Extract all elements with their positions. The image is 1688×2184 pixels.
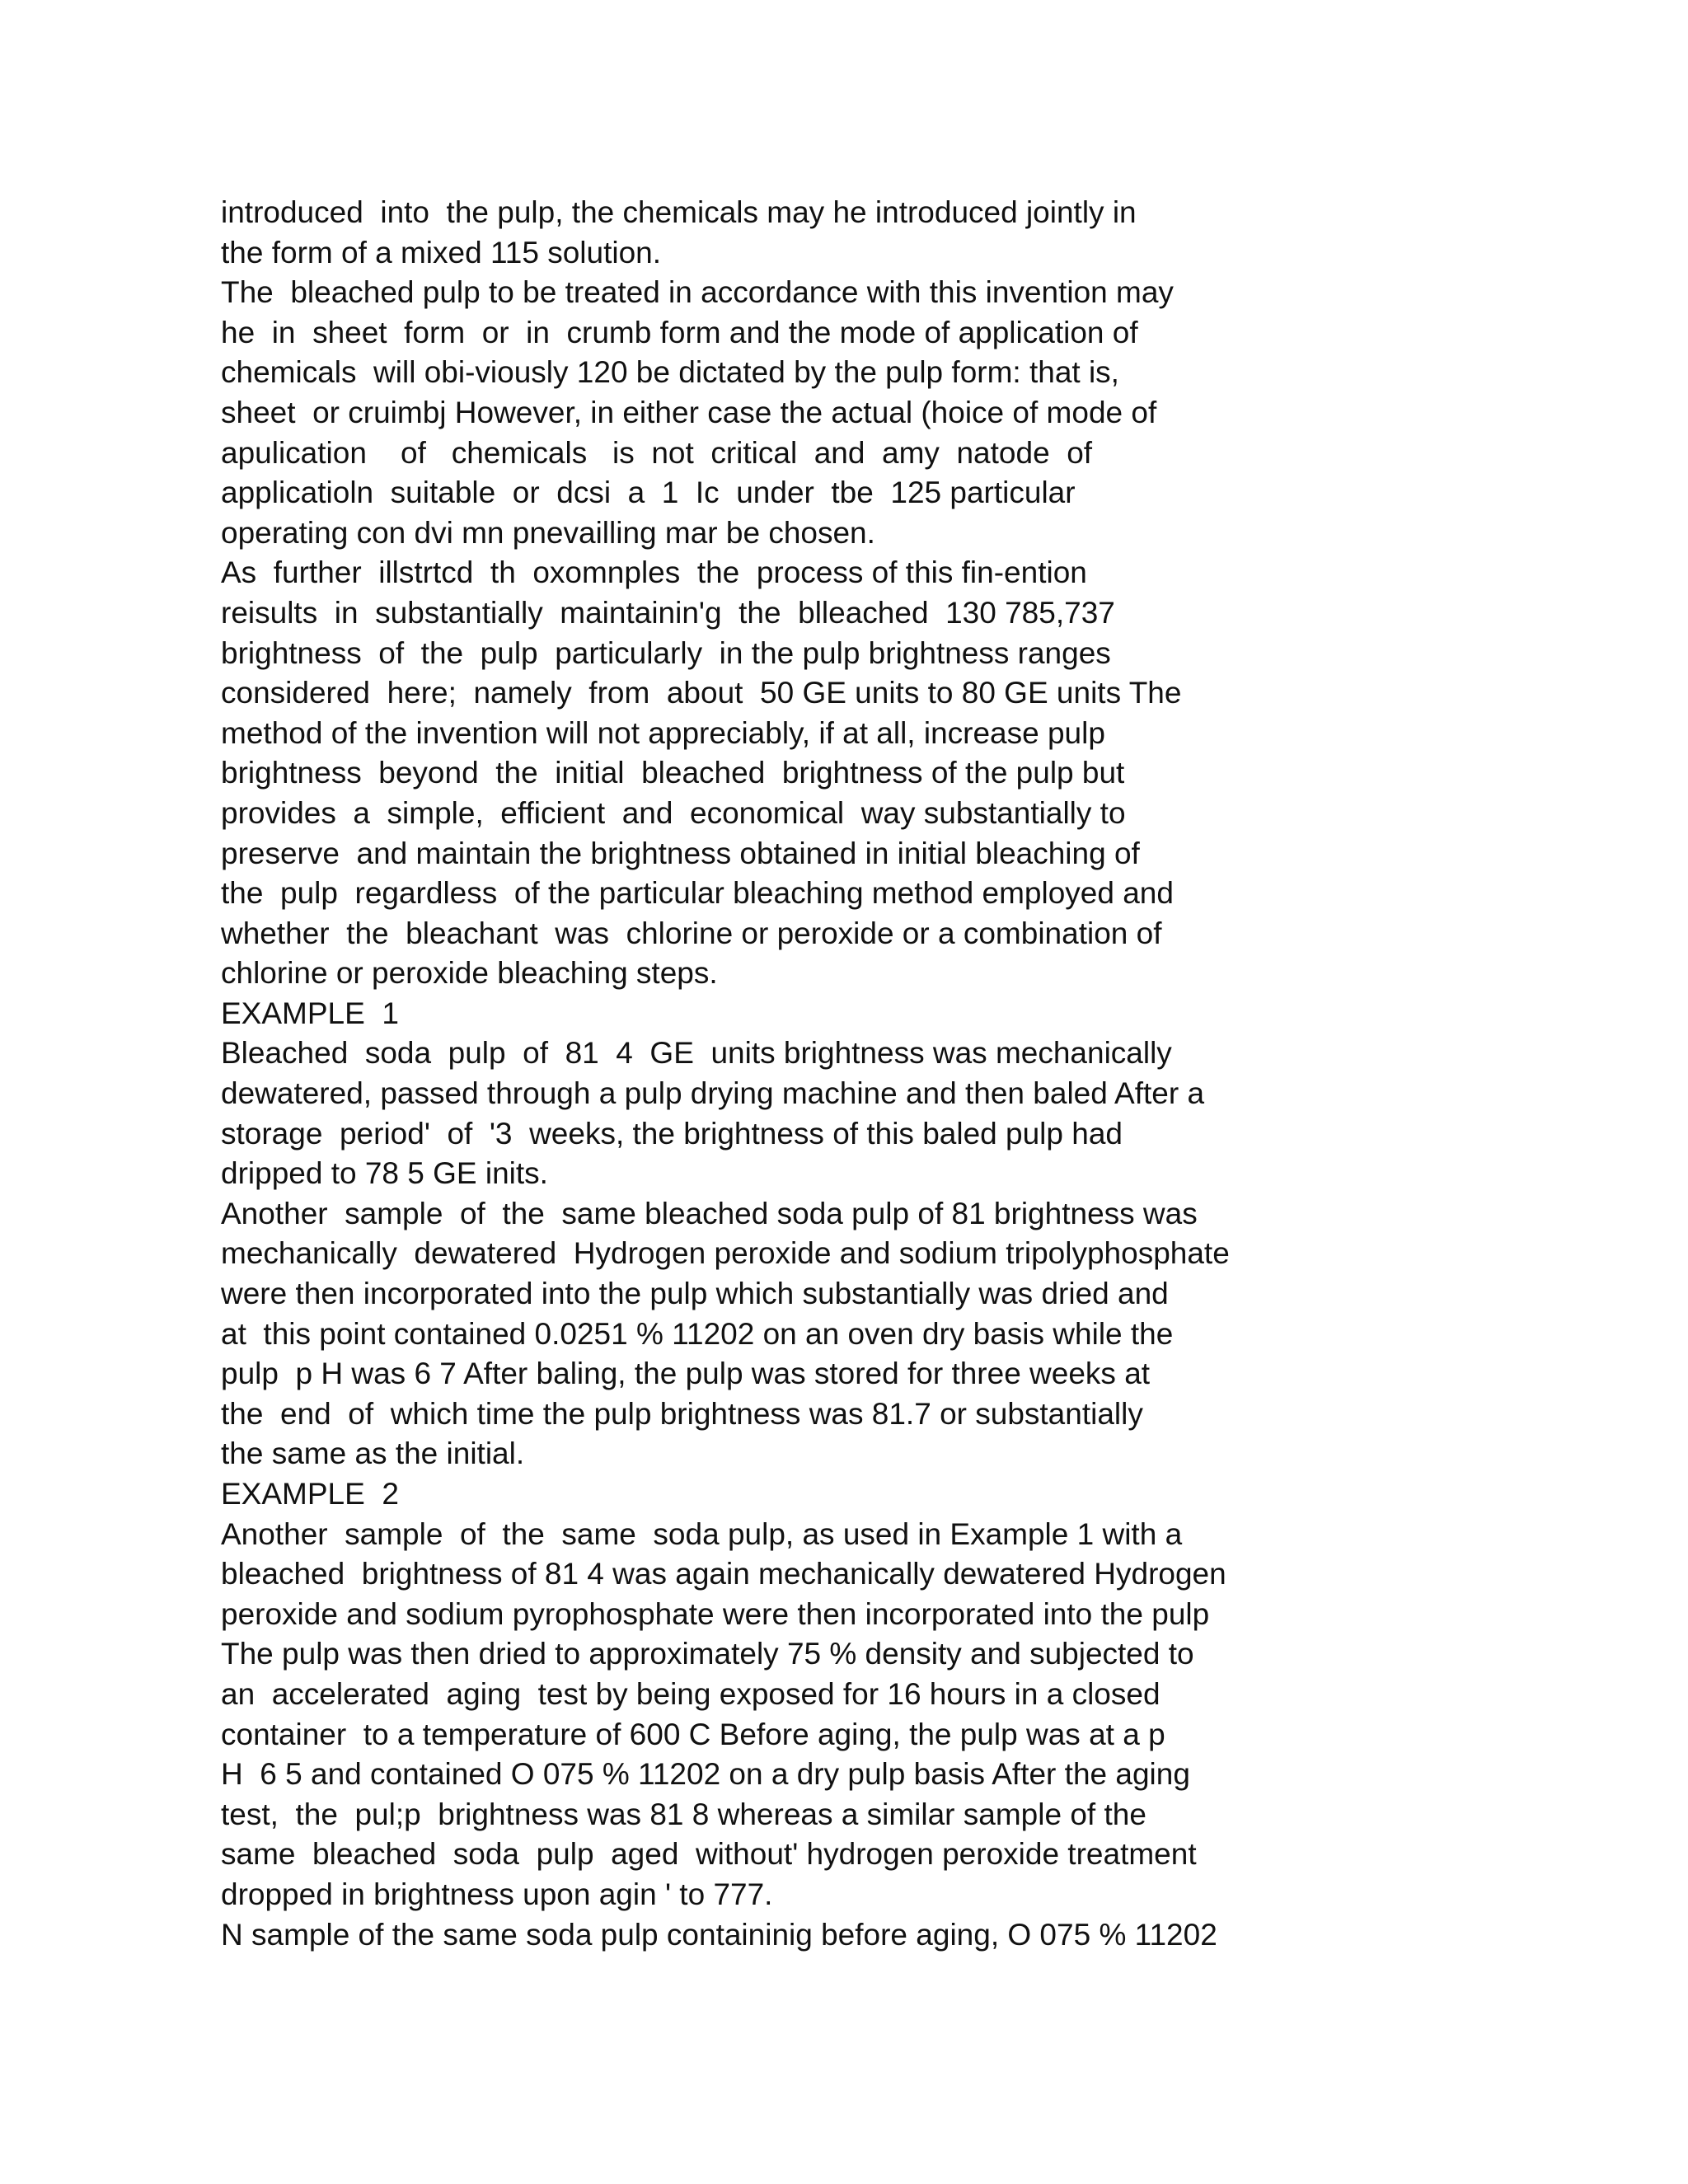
- text-line: chlorine or peroxide bleaching steps.: [221, 956, 718, 991]
- text-line: the form of a mixed 115 solution.: [221, 235, 662, 269]
- text-line: he in sheet form or in crumb form and the mode of application of: [221, 315, 1138, 349]
- text-line: chemicals will obi-viously 120 be dictated by the pulp form: that is,: [221, 355, 1119, 390]
- text-line: reisults in substantially maintainin'g the blleached 130 785,737: [221, 595, 1115, 630]
- text-line: at this point contained 0.0251 % 11202 on an oven dry basis while the: [221, 1316, 1174, 1351]
- text-line: method of the invention will not appreciably, if at all, increase pulp: [221, 715, 1105, 750]
- text-line: Another sample of the same soda pulp, as used in Example 1 with a: [221, 1516, 1183, 1551]
- text-line: the end of which time the pulp brightness was 81.7 or substantially: [221, 1396, 1143, 1431]
- document-body: [221, 193, 1259, 1955]
- text-line: EXAMPLE 2: [221, 1477, 399, 1511]
- text-line: operating con dvi mn pnevailling mar be chosen.: [221, 515, 875, 550]
- text-line: Bleached soda pulp of 81 4 GE units brightness was mechanically: [221, 1036, 1172, 1071]
- text-line: considered here; namely from about 50 GE units to 80 GE units The: [221, 676, 1182, 710]
- text-line: apulication of chemicals is not critical and amy natode of: [221, 435, 1093, 470]
- text-line: As further illstrtcd th oxomnples the process of this fin-ention: [221, 555, 1087, 590]
- text-line: brightness beyond the initial bleached brightness of the pulp but: [221, 756, 1125, 790]
- text-line: same bleached soda pulp aged without' hydrogen peroxide treatment: [221, 1837, 1197, 1872]
- text-line: storage period' of '3 weeks, the brightness of this baled pulp had: [221, 1116, 1123, 1151]
- text-line: whether the bleachant was chlorine or peroxide or a combination of: [221, 916, 1162, 950]
- text-line: bleached brightness of 81 4 was again mechanically dewatered Hydrogen: [221, 1557, 1226, 1591]
- text-line: brightness of the pulp particularly in the pulp brightness ranges: [221, 635, 1111, 670]
- text-line: N sample of the same soda pulp containinig before aging, O 075 % 11202: [221, 1917, 1217, 1952]
- text-line: applicatioln suitable or dcsi a 1 Ic under tbe 125 particular: [221, 476, 1076, 510]
- text-line: provides a simple, efficient and economical way substantially to: [221, 795, 1126, 830]
- text-line: test, the pul;p brightness was 81 8 whereas a similar sample of the: [221, 1797, 1146, 1831]
- text-line: dripped to 78 5 GE inits.: [221, 1156, 548, 1191]
- text-line: preserve and maintain the brightness obtained in initial bleaching of: [221, 836, 1140, 870]
- text-line: The bleached pulp to be treated in accordance with this invention may: [221, 275, 1174, 310]
- text-line: were then incorporated into the pulp which substantially was dried and: [221, 1277, 1169, 1311]
- text-line: peroxide and sodium pyrophosphate were then incorporated into the pulp: [221, 1596, 1210, 1631]
- text-line: dropped in brightness upon agin ' to 777.: [221, 1877, 773, 1911]
- text-line: Another sample of the same bleached soda pulp of 81 brightness was: [221, 1196, 1198, 1230]
- text-line: The pulp was then dried to approximately 75 % density and subjected to: [221, 1637, 1194, 1671]
- text-line: mechanically dewatered Hydrogen peroxide and sodium tripolyphosphate: [221, 1236, 1230, 1271]
- text-line: container to a temperature of 600 C Before aging, the pulp was at a p: [221, 1717, 1165, 1751]
- text-line: the same as the initial.: [221, 1436, 525, 1471]
- text-line: pulp p H was 6 7 After baling, the pulp was stored for three weeks at: [221, 1357, 1151, 1391]
- text-line: EXAMPLE 1: [221, 996, 399, 1030]
- text-line: the pulp regardless of the particular bleaching method employed and: [221, 876, 1174, 911]
- text-line: H 6 5 and contained O 075 % 11202 on a dry pulp basis After the aging: [221, 1757, 1190, 1792]
- text-line: introduced into the pulp, the chemicals may he introduced jointly in: [221, 195, 1137, 229]
- text-line: sheet or cruimbj However, in either case the actual (hoice of mode of: [221, 395, 1157, 429]
- text-line: dewatered, passed through a pulp drying machine and then baled After a: [221, 1076, 1205, 1111]
- text-line: an accelerated aging test by being exposed for 16 hours in a closed: [221, 1676, 1160, 1711]
